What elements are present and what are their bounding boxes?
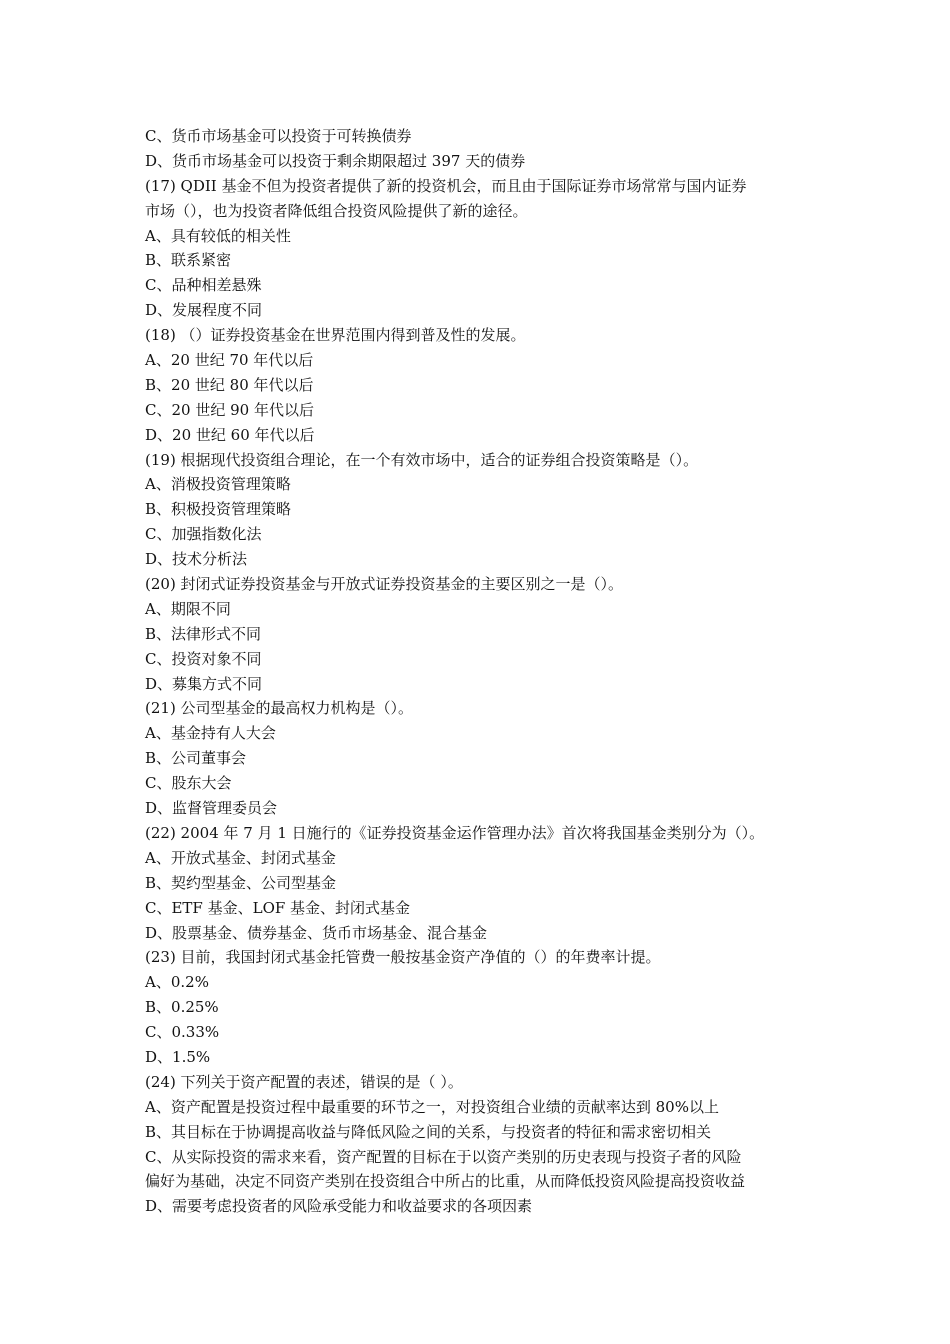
option-line: B、公司董事会 [145,749,247,768]
text-line: C、货币市场基金可以投资于可转换债券 [145,127,412,145]
option-line: D、股票基金、债券基金、货币市场基金、混合基金 [145,923,488,942]
option-line: D、监督管理委员会 [145,799,278,818]
option-line: C、投资对象不同 [145,649,262,668]
option-line: B、契约型基金、公司型基金 [145,873,337,892]
option-line: B、20 世纪 80 年代以后 [145,375,314,394]
option-line: B、联系紧密 [145,251,232,270]
option-line: A、具有较低的相关性 [145,226,291,245]
text-line: 偏好为基础，决定不同资产类别在投资组合中所占的比重，从而降低投资风险提高投资收益 [145,1172,746,1191]
option-line: A、0.2% [145,973,209,992]
option-line: B、0.25% [145,998,219,1017]
option-line: C、加强指数化法 [145,525,262,544]
question-17: (17) QDII 基金不但为投资者提供了新的投资机会，而且由于国际证券市场常常与国内证券 [145,176,747,195]
option-line: C、20 世纪 90 年代以后 [145,400,314,419]
option-line: D、需要考虑投资者的风险承受能力和收益要求的各项因素 [145,1197,533,1216]
option-line: C、从实际投资的需求来看，资产配置的目标在于以资产类别的历史表现与投资子者的风险 [145,1147,742,1166]
option-line: A、消极投资管理策略 [145,475,291,494]
option-line: A、20 世纪 70 年代以后 [145,351,314,370]
option-line: A、期限不同 [145,599,231,618]
question-18: (18) （）证券投资基金在世界范围内得到普及性的发展。 [145,326,526,345]
text-line: D、货币市场基金可以投资于剩余期限超过 397 天的债券 [145,151,526,170]
option-line: D、技术分析法 [145,550,248,569]
option-line: B、其目标在于协调提高收益与降低风险之间的关系，与投资者的特征和需求密切相关 [145,1122,712,1141]
option-line: B、法律形式不同 [145,624,262,643]
option-line: A、基金持有人大会 [145,724,276,743]
question-21: (21) 公司型基金的最高权力机构是（）。 [145,699,414,718]
option-line: C、品种相差悬殊 [145,276,262,295]
option-line: A、资产配置是投资过程中最重要的环节之一，对投资组合业绩的贡献率达到 80%以上 [145,1097,719,1116]
document-body [145,124,810,1219]
question-24: (24) 下列关于资产配置的表述，错误的是（ ）。 [145,1072,463,1091]
option-line: B、积极投资管理策略 [145,500,292,519]
option-line: A、开放式基金、封闭式基金 [145,848,336,867]
option-line: D、1.5% [145,1047,211,1066]
question-22: (22) 2004 年 7 月 1 日施行的《证券投资基金运作管理办法》首次将我国基金类别分为（）。 [145,823,765,842]
question-23: (23) 目前，我国封闭式基金托管费一般按基金资产净值的（）的年费率计提。 [145,948,661,967]
question-20: (20) 封闭式证券投资基金与开放式证券投资基金的主要区别之一是（）。 [145,575,624,594]
option-line: D、20 世纪 60 年代以后 [145,425,315,444]
option-line: C、0.33% [145,1023,220,1042]
option-line: D、发展程度不同 [145,301,263,320]
text-line: 市场（），也为投资者降低组合投资风险提供了新的途径。 [145,201,528,220]
option-line: D、募集方式不同 [145,674,263,693]
option-line: C、股东大会 [145,774,232,793]
option-line: C、ETF 基金、LOF 基金、封闭式基金 [145,898,411,917]
question-19: (19) 根据现代投资组合理论，在一个有效市场中，适合的证券组合投资策略是（）。 [145,450,699,469]
